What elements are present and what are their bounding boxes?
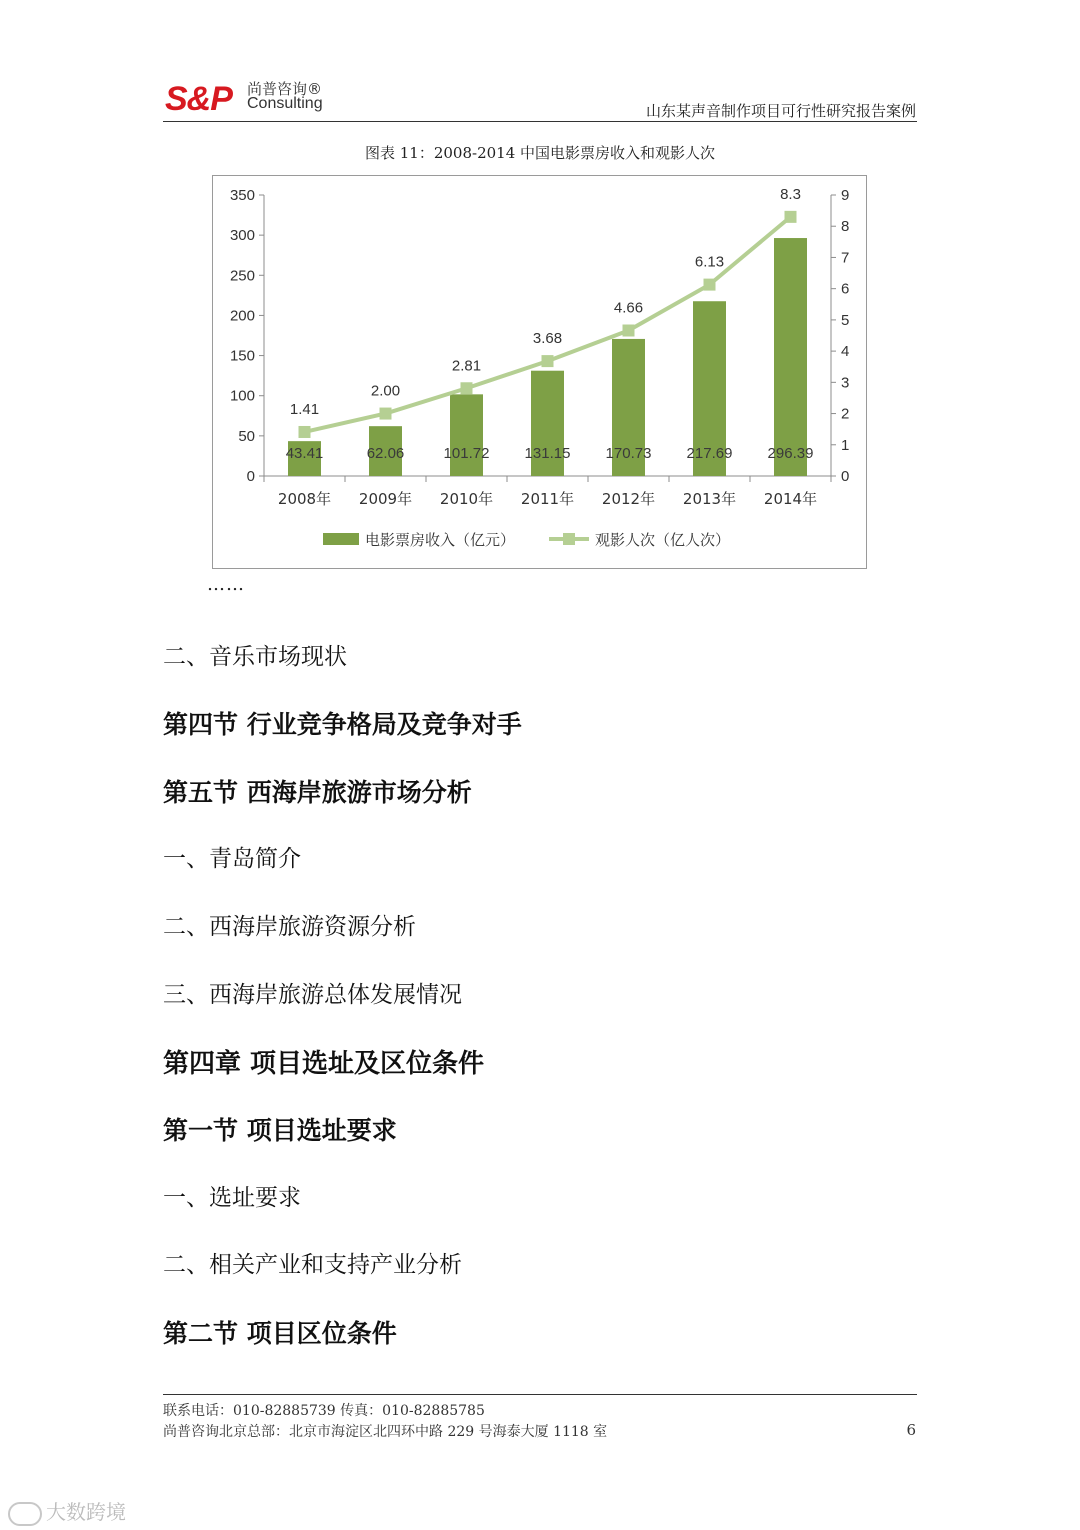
- box-office-chart: [212, 175, 868, 570]
- toc-item: 第二节 项目区位条件: [163, 1319, 397, 1348]
- toc-item: 三、西海岸旅游总体发展情况: [163, 982, 462, 1008]
- right-axis-tick-label: 4: [841, 343, 850, 361]
- legend-bar-swatch: [323, 533, 359, 545]
- left-axis-tick-label: 50: [238, 427, 255, 445]
- watermark-logo-icon: [8, 1502, 42, 1526]
- header-divider: [163, 121, 917, 122]
- toc-item: 第五节 西海岸旅游市场分析: [163, 778, 472, 807]
- box-office-value-label: 101.72: [443, 445, 490, 462]
- attendance-value-label: 2.81: [451, 357, 482, 375]
- document-title: 山东某声音制作项目可行性研究报告案例: [645, 102, 916, 120]
- attendance-value-label: 4.66: [613, 299, 644, 317]
- attendance-marker: [380, 408, 392, 420]
- box-office-value-label: 296.39: [767, 445, 814, 462]
- box-office-value-label: 131.15: [524, 445, 571, 462]
- box-office-value-label: 62.06: [366, 445, 405, 462]
- x-axis-category-label: 2010年: [439, 490, 494, 508]
- attendance-marker: [704, 279, 716, 291]
- watermark: [8, 1496, 126, 1526]
- logo-mark: S&P: [165, 80, 232, 118]
- attendance-value-label: 1.41: [289, 400, 320, 418]
- logo-english-name: Consulting: [247, 95, 323, 112]
- box-office-bar: [774, 238, 807, 476]
- attendance-value-label: 6.13: [694, 253, 725, 271]
- toc-item: 第四章 项目选址及区位条件: [163, 1049, 485, 1079]
- left-axis-tick-label: 0: [246, 468, 255, 485]
- attendance-marker: [785, 211, 797, 223]
- watermark-text: 大数跨境: [46, 1500, 126, 1524]
- attendance-marker: [461, 382, 473, 394]
- page-number: 6: [906, 1421, 916, 1439]
- toc-item: 第四节 行业竞争格局及竞争对手: [163, 710, 522, 739]
- right-axis-tick-label: 3: [841, 374, 850, 392]
- footer-divider: [163, 1394, 917, 1395]
- toc-item: 二、西海岸旅游资源分析: [163, 914, 416, 940]
- left-axis-tick-label: 300: [229, 227, 255, 245]
- footer-contact: 联系电话：010-82885739 传真：010-82885785: [163, 1403, 485, 1419]
- x-axis-category-label: 2014年: [763, 490, 818, 508]
- right-axis-tick-label: 7: [841, 249, 850, 267]
- right-axis-tick-label: 6: [841, 280, 850, 298]
- left-axis-tick-label: 250: [229, 267, 255, 285]
- right-axis-tick-label: 2: [841, 405, 850, 423]
- ellipsis: ……: [207, 574, 245, 595]
- attendance-marker: [542, 355, 554, 367]
- attendance-marker: [623, 325, 635, 337]
- toc-item: 二、音乐市场现状: [163, 644, 347, 670]
- right-axis-tick-label: 0: [841, 468, 850, 485]
- logo-chinese-name: 尚普咨询®: [247, 80, 323, 98]
- box-office-bar: [450, 394, 483, 476]
- chart-title: 图表 11：2008-2014 中国电影票房收入和观影人次: [364, 144, 716, 162]
- legend-line-marker: [563, 533, 575, 545]
- attendance-value-label: 2.00: [370, 382, 401, 400]
- x-axis-category-label: 2012年: [601, 490, 656, 508]
- right-axis-tick-label: 1: [841, 436, 850, 454]
- left-axis-tick-label: 350: [229, 187, 255, 204]
- attendance-value-label: 3.68: [532, 330, 563, 348]
- right-axis-tick-label: 9: [841, 187, 850, 204]
- x-axis-category-label: 2009年: [358, 490, 413, 508]
- attendance-marker: [299, 426, 311, 438]
- toc-item: 一、选址要求: [163, 1185, 301, 1211]
- left-axis-tick-label: 100: [229, 387, 255, 405]
- toc-item: 二、相关产业和支持产业分析: [163, 1252, 462, 1278]
- box-office-value-label: 217.69: [686, 445, 733, 462]
- x-axis-category-label: 2011年: [520, 490, 575, 508]
- footer-address: 尚普咨询北京总部：北京市海淀区北四环中路 229 号海泰大厦 1118 室: [163, 1424, 608, 1440]
- right-axis-tick-label: 8: [841, 218, 850, 236]
- x-axis-category-label: 2008年: [277, 490, 332, 508]
- legend-bar-label: 电影票房收入（亿元）: [365, 531, 516, 549]
- legend-line-label: 观影人次（亿人次）: [595, 531, 731, 549]
- toc-item: 第一节 项目选址要求: [163, 1116, 397, 1145]
- box-office-value-label: 43.41: [285, 445, 324, 462]
- attendance-value-label: 8.3: [780, 185, 801, 203]
- left-axis-tick-label: 200: [229, 307, 255, 325]
- x-axis-category-label: 2013年: [682, 490, 737, 508]
- right-axis-tick-label: 5: [841, 311, 850, 329]
- toc-item: 一、青岛简介: [163, 846, 301, 872]
- left-axis-tick-label: 150: [229, 347, 255, 365]
- box-office-value-label: 170.73: [605, 445, 652, 462]
